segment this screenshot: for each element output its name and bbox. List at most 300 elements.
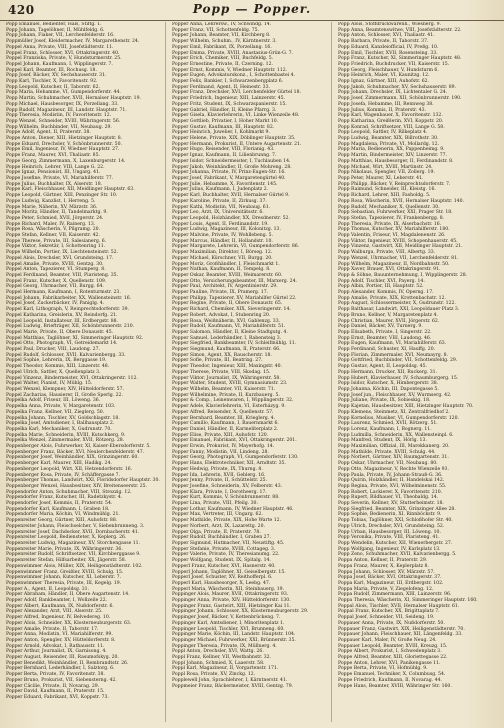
directory-entry: Poppenreiter Rudolf, Schriftsetzer, VII, Kirchberggasse 9. [6, 552, 141, 558]
directory-entry: Poppel Ferdinand, Beamter, VIII, Piaristeng. 35. [6, 272, 119, 278]
directory-entry: Popper Friedrich, Ingenieur, XIII, Lainzerstr. 45. [172, 96, 286, 102]
directory-entry: Popp Bruno, Kellner, V, Margaretenplatz 4. [338, 312, 438, 318]
directory-entry: Popper Hans, Elektrotechniker, XII, Arndtstr. 35. [172, 461, 286, 467]
directory-entry: Poppel Katharina, Greislerin, XV, Reindorfg. 21. [6, 312, 118, 318]
directory-entry: Popp Josef jun., Fleischhauer, XV, Wurmserg. 42. [338, 392, 452, 398]
directory-entry: Poppinger Michael, Fuhrwerker, XXI, Brünnerstr. 35. [172, 637, 296, 643]
directory-entry: Popp Severin, Kellner, XV, Stutterheimstr. 18. [338, 501, 444, 507]
directory-entry: Poppl Franz, Kellner, VII, Westbahnstr. 32. [172, 655, 272, 661]
directory-entry: Poppe Viktor, Sekretär, I, Schottenring 11. [6, 244, 106, 250]
directory-entry: Popp Emanuel, Bedienter, Hals, Stiftg. 1. [6, 22, 102, 27]
directory-entry: Poppe Wilhelm, Portier, IX, Liechtensteinstr. 52. [6, 250, 119, 256]
directory-entry: Poppel Marie, Private, II, Obere Donaustr. 45. [6, 329, 114, 335]
directory-entry: Popper Pauline, Private, IX, Pramerg. 17. [172, 290, 269, 296]
directory-entry: Popper Walter, Student, XVIII, Gymnasiumstr. 23. [172, 381, 288, 387]
directory-entry: Popper Hermann, Prokurist, II, Untere Augartenstr. 21. [172, 141, 302, 147]
directory-entry: Popp Raimund, Schneider, III, Kleistg. 16. [338, 187, 436, 193]
directory-entry: Popper Margarete, Lehrerin, VI, Gumpendorferstr. 86. [172, 244, 300, 250]
directory-entry: Poppauer Leopold, Beamter, XVIII, Kreuzg. 15. [338, 643, 448, 649]
directory-entry: Popp Josef, Zimmermann, XII, Schönbrunnerstr. 190. [338, 96, 462, 102]
directory-entry: Poppe Ignaz, Pensionist, III, Ungarg. 41. [6, 170, 101, 176]
directory-entry: Poppe Heinrich, Lehrer, VIII, Lange G. 22. [6, 164, 105, 170]
directory-entry: Poppel Vinzenz, Bindermeister, XVI, Ottakringerstr. 112. [6, 375, 138, 381]
directory-entry: Popp Alois, Stoffdruckwarenh., Wiesnerg. 9. [338, 22, 441, 27]
directory-entry: Poppl Rosa, Private, XV, Zinckg. 12. [172, 672, 256, 678]
directory-entry: Popp Wenzel, Schneider, XVIII, Währingerstr. 56. [6, 118, 121, 124]
directory-entry: Popper Alexander, Arzt, VIII, Alserstr. 25. [6, 609, 103, 615]
directory-entry: Popp Robert, Lackierer, X, Favoritenstr. 210. [338, 489, 443, 495]
directory-entry: Popper Leopold, Holzhändler, XX, Dresdnerstr. 52. [172, 215, 290, 221]
directory-entry: Poppe Emanuel, Techniker, X, Columbusg. 54. [338, 672, 446, 678]
directory-entry: Poppenberger Alois, Fuhrwerker, XI, Kaiser-Ebersdorferstr. 5. [6, 444, 151, 450]
directory-entry: Popp Norbert, Gärtner, XIV, Baumgartenstr. 31. [338, 455, 449, 461]
directory-entry: Popper Malvine, Private, IV, Wohllebeng. 5. [172, 233, 273, 239]
directory-entry: Popper Rudolf, Buchhändler, I, Graben 27. [172, 535, 271, 541]
directory-entry: Popp Lorenz, Kaufmann, I, Bognerg. 11. [338, 426, 432, 432]
directory-entry: Poppel Anna, Private, VIII, Josefstädterstr. 11. [6, 44, 114, 50]
directory-entry: Popp Ludwig, Beamter, XIX, Billrothstr. 30. [338, 136, 439, 142]
directory-entry: Popper Josef, Fabrikant, V, Margaretengürtel 40. [172, 175, 286, 181]
directory-entry: Popp Nikolaus, Spengler, VII, Zollerg. 19. [338, 170, 435, 176]
directory-entry: Poppa Franz, Maurer, X, Keplerplatz 8. [338, 563, 429, 569]
directory-entry: Popper Bruno, Prokurist, VII, Siebensterng. 42. [6, 677, 117, 683]
directory-entry: Popper Anna, Lehrersw., IV, Schwindg. 14. [172, 22, 272, 27]
directory-entry: Poppe Berta, Private, VI, Hofmühlg. 9. [338, 666, 428, 672]
directory-entry: Poppe Moritz, Händler, II, Tandelmarktg. 9. [6, 210, 108, 216]
directory-entry: Popp Rudolf, Magazineur, III, Landstr. Hauptstr. 71. [6, 107, 127, 113]
directory-entry: Poppal Josef, Schneider, VII, Seideng. 19. [338, 615, 435, 621]
directory-entry: Popp Valentin, Friseur, VI, Magdalenenstr. 26. [338, 233, 446, 239]
directory-entry: Popper Bernhard, Lederhändler, I, Salztorg. 6. [6, 666, 115, 672]
directory-entry: Popper Bernhard, Beamter, III, Krieglerg. 4. [172, 415, 276, 421]
directory-entry: Popp Wilhelm, Buchbinder, VII, Neubaug. 29. [6, 124, 112, 130]
page-header [0, 0, 504, 21]
directory-entry: Popp Paula, Private, IV, Johann-Strauß-G. 36. [338, 472, 443, 478]
directory-entry: Popper Kathi, Modistin, VII, Neubaug. 61. [172, 204, 271, 210]
directory-entry: Popp Albin, Portier, III, Hauptstr. 52. [338, 284, 424, 290]
directory-entry: Poppinger Marie, Köchin, III, Landstr. Hauptstr. 104. [172, 632, 296, 638]
directory-entry: Popp August, Schlossermeister, X, Gudrunstr. 122. [338, 301, 456, 307]
directory-entry: Popp Michael, Hausbesorger, IX, Porzellang. 33. [6, 101, 119, 107]
directory-entry: Popper Leo, Arzt, IX, Universitätsstr. 6. [172, 210, 264, 216]
directory-entry: Popper Erich, Chemiker, VIII, Buchfeldg. 5. [172, 56, 274, 62]
directory-entry: Poppl Johann, Schmied, X, Laaerstr. 58. [172, 660, 265, 666]
directory-entry: Poppe Emil, Ingenieur, IV, Wiedner Hauptstr. 27. [6, 147, 120, 153]
directory-entry: Popper Julius, Kaufmann, I, Judenplatz 2. [172, 187, 269, 193]
directory-entry: Poppinger Leopold, Tischler, XVI, Brunneng. 60. [172, 626, 285, 632]
directory-entry: Poppal Franz, Kutscher, XX, Brigittaplatz 7. [338, 609, 440, 615]
directory-entry: Popper Ernestine, Private, II, Czerning. 12. [172, 61, 273, 67]
directory-entry: Popper Hedwig, Private, IX, Thurng. 8. [172, 466, 263, 472]
directory-entry: Popper Franz, Drechsler, XVI, Lerchenfelder Gürtel 18. [172, 90, 301, 96]
directory-entry: Popper Alfred, Reisender, X, Quellenstr. 57. [172, 409, 274, 415]
directory-entry: Popper Nathan, Kaufmann, II, Tempelg. 8. [172, 267, 271, 273]
directory-entry: Popp Eduard, Kanzleiofficial, IV, Preßg. 10. [338, 44, 439, 50]
directory-entry: Popp Heinrich, Maler, VI, Kaunitzg. 12. [338, 73, 430, 79]
directory-entry: Popper Louis, Agent, II, Ferdinandstr. 19. [172, 221, 269, 227]
directory-entry: Popper Helene, Private, XIX, Döblinger Hauptstr. 35. [172, 136, 296, 142]
directory-entry: Popper Valerie, Private, IV, Theresianumg. 22. [172, 552, 280, 558]
directory-entry: Poppel Franziska, Private, V, Hundsturmerstr. 25. [6, 56, 122, 62]
directory-entry: Popper Gustav, Kaufmann, III, Hauptstr. 82. [172, 124, 275, 130]
directory-entry: Popp Regina, Private, XVI, Wilhelminenstr. 55. [338, 483, 447, 489]
directory-entry: Poppenreiter Ludwig, Magazineur, XV, Storchengasse 11. [6, 540, 141, 546]
directory-entry: Poppe Anton, Diener, XIII, Hietzinger Hauptstr. 8. [6, 136, 123, 142]
directory-entry: Poppel Walter, Pianist, IV, Mühlg. 15. [6, 381, 93, 387]
directory-entry: Popp Theresia, Private, IX, Alserbachstr. 16. [338, 221, 442, 227]
directory-entry: Popp Eugen, Kaufmann, VI, Mariahilferstr. 63. [338, 341, 447, 347]
directory-entry: Popper Sofie, Private, III, Beatrixg. 27. [172, 358, 263, 364]
directory-entry: Popper Wilhelm, Schuhm., IV, Kärntnerstr. 3. [172, 39, 277, 45]
directory-entry: Poppe Josefine, Private, VI, Mariahilferstr. 77. [6, 175, 114, 181]
directory-entry: Poppel Leopold, Installateur, III, Erdbergstr. 88. [6, 318, 119, 324]
directory-entry: Poppauer Karl, Maler, IV, Große Neug. 24. [338, 637, 437, 643]
directory-entry: Popp Juliane, Private, IX, Sobieskig. 18. [338, 398, 431, 404]
directory-entry: Popp Barbara, Private, II, Taborstr. 37. [338, 39, 429, 45]
directory-entry: Popper Samuel, Lederhändler, I, Rabensteig 3. [172, 335, 282, 341]
directory-entry: Poppenreiter Leopold, Bediensteter, X, Keplerg. 26. [6, 535, 127, 541]
directory-entry: Poppe Peter, Schmied, XVII, Jörgerstr. 24. [6, 215, 104, 221]
directory-entry: Poppel Karl, Lithograph, V, Reinprechtsdorferstr. 39. [6, 307, 130, 313]
directory-entry: Poppenreiter Stefan, Hilfsarbeiter, XX, Jägerstr. 58. [6, 558, 127, 564]
directory-entry: Popper Michael, Kürschner, VII, Burgg. 20. [172, 255, 273, 261]
directory-entry: Poppinger Theresia, Private, IX, Müllnerg. 4. [172, 643, 277, 649]
directory-entry: Popp Leopold, Kutscher, II, Taborstr. 62. [6, 84, 100, 90]
directory-entry: Popper Robert, Advokat, I, Stubenring 20. [172, 312, 271, 318]
directory-entry: Poppel Rudolf, Schlosser, XVII, Kalvarienbergg. 33. [6, 352, 126, 358]
directory-entry: Popper Richard, Chemiker, XIX, Sieveringerstr. 14. [172, 307, 291, 313]
directory-entry: Poppel Amalie, Private, XVIII, Gentzg. 30. [6, 261, 104, 267]
directory-entry: Poppe Albert, Prokurist, I, Schwedenplatz 3. [338, 649, 442, 655]
directory-entry: Popper Ferdinand, Agent, II, Heinestr. 33. [172, 84, 270, 90]
directory-entry: Popper Maximilian, Direktor, I, Börseg. 12. [172, 250, 273, 256]
directory-entry: Popper Salomon, Händler, II, Kleine Stadtgutg. 4. [172, 329, 288, 335]
directory-entry: Popp Anna, Beamtenswitwe, VIII, Josefstädterstr. 22. [338, 27, 462, 33]
directory-entry: Poppe Eduard, Drechsler, V, Schönbrunnerstr. 50. [6, 141, 122, 147]
directory-entry: Poppe Adolf, Agent, II, Praterstr. 38. [6, 130, 91, 136]
directory-entry: Popper & Comp., Leinenwaren, I, Wipplingerstr. 32. [172, 398, 294, 404]
directory-entry: Poppel Ulrich, Sattler, X, Quellenplatz 3. [6, 369, 101, 375]
directory-entry: Popperl Karl, Hausbesorger, X, Leebg. 47. [172, 580, 271, 586]
directory-entry: Poppe Hans, Beamter, XVIII, Währinger Str. 160. [338, 683, 452, 689]
directory-entry: Popper Johanna, Private, IV, Prinz-Eugen-Str. 16. [172, 170, 286, 176]
directory-entry: Popp Siegfried, Beamter, XIX, Grinzinger Allee 28. [338, 506, 456, 512]
directory-entry: Poppenwimmer Johann, Kutscher, XI, Leberstr. 7. [6, 575, 122, 581]
directory-entry: Poppelka Karl, Mechaniker, X, Gudrunstr. 70. [6, 426, 112, 432]
directory-entry: Poppel Franz, Schlosser, XVI, Ottakringerstr. 40. [6, 50, 120, 56]
directory-entry: Popp Julius, Kommis, II, Praterstr. 43. [338, 107, 426, 113]
directory-entry: Poppel Theodor, Kommis, XIII, Linzerstr. 48. [6, 364, 110, 370]
directory-entry: Poppel Anton, Tapezierer, VI, Stumperg. 8. [6, 267, 106, 273]
directory-entry: Popp Adolf, Tischler, XVI, Payerg. 14. [338, 278, 425, 284]
directory-entry: Poppel Ludwig, Briefträger, XII, Schönbrunnerstr. 210. [6, 324, 135, 330]
directory-entry: Poppelka Marie, Schneiderin, XVIII, Kutschkerg. 9. [6, 432, 126, 438]
directory-entry: Popper Olga, Private, II, Praterstr. 78. [172, 529, 261, 535]
directory-entry: Popper Karl, Buchhalter, XVII, Hernalser Gürtel 9. [172, 193, 290, 199]
directory-entry: Popper Abraham, Händler, II, Obere Augartenstr. 14. [6, 592, 130, 598]
directory-entry: Popp Rosa, Wäscherin, XVII, Hernalser Hauptstr. 140. [338, 198, 464, 204]
directory-entry: Popper Max, Vertreter, III, Ungarg. 62. [172, 512, 263, 518]
directory-entry: Poppelka Wenzel, Zimmermaler, XVII, Rötzerg. 28. [6, 438, 125, 444]
directory-entry: Popper Julie, Hebamme, X, Favoritenstr. 145. [172, 181, 278, 187]
directory-entry: Poppe Therese, Private, III, Salesianerg. 6. [6, 238, 107, 244]
directory-entry: Poppenreiter Marie, Private, IX, Währingerstr. 36. [6, 546, 123, 552]
directory-entry: Popp Hermann, Drucker, XII, Ruckerg. 31. [338, 369, 438, 375]
directory-entry: Poppel Matthias, Taglöhner, XI, Simmeringer Hauptstr. 92. [6, 335, 144, 341]
directory-entry: Popp Johanna, Köchin, III, Dapontegasse 5. [338, 387, 439, 392]
directory-entry: Popp Ernst, Beamter, VIII, Laudong. 46. [338, 335, 432, 341]
directory-entry: Popp Viktor, Ingenieur, XVIII, Schopenhauerstr. 45. [338, 238, 458, 244]
directory-entry: Poppenberger Franz, Bäcker, XVI, Neulerchenfelderstr. 47. [6, 449, 145, 455]
directory-entry: Poppal Alois, Tischler, XVII, Hernalser Hauptstr. 61. [338, 603, 460, 609]
directory-entry: Popper Felix, Bankier, I, Schwarzenbergplatz 6. [172, 79, 284, 85]
directory-entry: Popper A., Agent, II, Leopoldsg. 31. [6, 586, 90, 592]
directory-entry: Poppe Anton, Lehrer, XVI, Panikengasse 11. [338, 660, 441, 666]
directory-entry: Popp Michael, Wirt, XVIII, Martinstr. 24. [338, 164, 433, 170]
directory-entry: Popp Isidor, Kutscher, X, Himbergerstr. 38. [338, 381, 439, 387]
directory-entry: Popper Marcus, Händler, II, Hollandstr. 10. [172, 238, 273, 244]
directory-entry: Popper Rudolf, Kaufmann, VI, Mariahilferstr. 51. [172, 324, 286, 330]
directory-entry: Poppmüller Josef, Kleidermacher, IV, Margarethenstr. 24. [6, 39, 140, 45]
directory-entry: Popp Johann, Fiaker, VII, Lerchenfelderstr. 16. [6, 33, 115, 39]
directory-column-middle [172, 22, 332, 722]
directory-entry: Poppel Georg, Uhrmacher, VII, Burgg. 64. [6, 284, 104, 290]
directory-entry: Popp Georg, Fleischhauer, V, Hundsturm 6. [338, 67, 439, 73]
directory-entry: Poppelka Adolf, Friseur, III, Löweng. 36. [6, 398, 101, 404]
directory-entry: Popp Katharina, Greißlerin, XVI, Koppstr. 20. [338, 118, 444, 124]
directory-entry: Popp Sophie, Bedienerin, XI, Rinnböckstr. 9. [338, 512, 442, 518]
directory-entry: Popper Jenny, Private, II, Schüttelstr. 25. [172, 478, 268, 484]
directory-entry: Popp Kajetan, Hausbesitzer, XIII, Hietzinger Hauptstr. 70. [338, 404, 474, 410]
directory-entry: Poppendorfer Franz, Kutscher, III, Radetzkystr. 4. [6, 495, 123, 501]
directory-entry: Popper Adele, Klavierlehrerin, VI, Esterházyg. 9. [172, 404, 286, 410]
directory-entry: Poppel Karl, Beamter, III, Rochusg. 18. [6, 67, 97, 73]
directory-entry: Poppel Wenzel, Klempner, XIV, Hütteldorferstr. 57. [6, 387, 124, 392]
directory-entry: Popper Georg, Photograph, VI, Gumpendorferstr. 130. [172, 455, 299, 461]
directory-entry: Popp Magdalena, Private, VI, Mollardg. 12. [338, 141, 439, 147]
directory-entry: Popp Laurenz, Schmied, XVII, Rötzerg. 51. [338, 421, 438, 427]
directory-entry: Poppe Karl, Fleischhauer, XII, Meidlinger Hauptstr. 63. [6, 187, 135, 193]
directory-entry: Popp Konrad, Schriftsetzer, VIII, Lange G. 58. [338, 124, 445, 130]
page-number: 420 [8, 3, 35, 17]
directory-entry: Popp Johann, Drechsler, IX, Lichtentaler G. 24. [338, 90, 448, 96]
directory-entry: Popper Lothar, Kaufmann, IV, Wiedner Hauptstr. 46. [172, 506, 294, 512]
directory-entry: Popper Wilhelmine, Private, II, Kurzbauerg. 5. [172, 392, 280, 398]
directory-entry: Poppenreiter Johann, Fleischselcher, V, Siebenbrunneng. 3. [6, 523, 145, 529]
directory-entry: Poppelka Anna, Private, V, Margaretenstr. 103. [6, 404, 116, 410]
directory-entry: Popper Theodor, Ingenieur, XIII, Maxingstr. 40. [172, 364, 283, 370]
directory-entry: Poppenwimmer Franz, Greißler, XVIII, Schulg. 15. [6, 569, 124, 575]
directory-entry: Popper Hugo, Reisender, VIII, Florianig. 43. [172, 147, 275, 153]
directory-entry: Poppel Paul, Drucker, VIII, Laudong. 27. [6, 347, 100, 353]
directory-entry: Popper Eugen, Advokaturskonz., I, Schottenbastei 4. [172, 73, 296, 79]
directory-entry: Popp Wendelin, Kutscher, XII, Wienerbergstr. 27. [338, 540, 453, 546]
directory-entry: Popper Wolfgang, Student, IX, Spitalg. 14. [172, 558, 271, 564]
directory-entry: Popp Wilhelm, Magazineur, II, Nordbahnstr. 50. [338, 261, 450, 267]
directory-entry: Popper Therese, Private, VIII, Skodag. 15. [172, 369, 271, 375]
directory-entry: Popper Oskar, Beamter, XVIII, Weimarerstr. 60. [172, 272, 283, 278]
directory-entry: Popper Camillo, Kaufmann, I, Bauernmarkt 6. [172, 421, 279, 427]
directory-entry: Poppel Sophie, Lehrerin, IX, Berggasse 19. [6, 358, 107, 364]
directory-entry: Poppenberger Thomas, Landwirt, XXI, Floridsdorfer Hauptstr. 30. [6, 478, 160, 484]
directory-entry: Popp Theresia, Modistin, IV, Favoritenstr. 12. [6, 113, 112, 119]
directory-entry: Popp Gottfried, Buchbinder, VII, Schottenfeldg. 29. [338, 358, 458, 364]
directory-entry: Popp Vinzenz, Gastwirt, XII, Meidlinger Hauptstr. 21. [338, 244, 463, 250]
directory-entry: Poppe Alfred, Beamter, XIII, Gloriettegasse 22. [338, 655, 448, 661]
directory-entry: Poppa Josef, Bäcker, XVI, Ottakringerstr. 37. [338, 575, 442, 581]
directory-entry: Popp Josef, Bäcker, XV, Sechshauserstr. 31. [6, 73, 107, 79]
directory-entry: Poppl Karl, Magazineur, II, Vorgartenstr. 171. [172, 666, 279, 672]
directory-entry: Popp Karl, Wagenbauer, X, Favoritenstr. 132. [338, 113, 443, 119]
directory-entry: Poppenwimmer Alois, Müller, XIX, Heiligenstädterstr. 102. [6, 563, 143, 569]
directory-entry: Poppinger Franz, Gastwirt, XIII, Hietzinger Kai 11. [172, 603, 291, 609]
directory-entry: Poppelka Johann, Tischler, XV, Goldschlagstr. 18. [6, 415, 120, 421]
directory-entry: Popp Maria, Bedienerin, XX, Pappenheimg. 9. [338, 147, 445, 153]
directory-entry: Popp Tobias, Taglöhner, XXI, Schloßhofer Str. 40. [338, 518, 453, 524]
directory-entry: Popper Anna, Modistin, VI, Mariahilferstr. 99. [6, 632, 113, 638]
directory-entry: Popper Klara, Private, I, Dorotheerg. 17. [172, 489, 267, 495]
directory-entry: Popp Stefan, Tapezierer, IV, Frankenbergg. 8. [338, 215, 445, 221]
directory-entry: Popp Urban, Hausbesorger, III, Löweng. 10. [338, 529, 441, 535]
directory-entry: Poppa Maria, Private, V, Ziegelofeng. 12. [338, 586, 434, 592]
directory-entry: Popp Amalie, Private, XIX, Krottenbachstr. 12. [338, 295, 446, 301]
directory-entry: Popper Fritz, Student, IX, Schwarzspanierstr. 15. [172, 101, 287, 107]
directory-entry: Popper Adolf, Bankbeamter, I, Wollzeile 22. [6, 598, 108, 604]
directory-entry: Popper Erwin, Prokurist, IV, Mayerhofg. 14. [172, 444, 275, 450]
directory-entry: Popper Arnold, Advokat, I, Rathausstr. 11. [6, 643, 105, 649]
directory-entry: Popp Rudolf, Mechaniker, X, Quellenstr. 30. [338, 204, 440, 210]
directory-entry: Popper Anton, Spengler, XV, Hütteldorferstr. 8. [6, 637, 116, 643]
directory-entry: Popper August, Reisender, III, Rasumofskyg. 20. [6, 655, 119, 661]
directory-entry: Poppinger Karl, Amtsdiener, I, Minoritenplatz 1. [172, 620, 285, 626]
directory-entry: Poppel Josef, Zuckerbäcker, IV, Paniglg. 4. [6, 301, 105, 307]
directory-entry: Popp Thomas, Kutscher, XV, Mariahilferstr. 180. [338, 227, 450, 233]
directory-entry: Popper Cäcilie, Private, II, Novarag. 29. [6, 683, 100, 689]
directory-entry: Popp Rupert, Bildhauer, VI, Theobaldg. 14. [338, 495, 439, 501]
directory-entry: Popper Norbert, Arzt, IX, Lazarettg. 20. [172, 523, 265, 529]
directory-entry: Popp Philipp, Bäcker, V, Reinprechtsdorferstr. 7. [338, 181, 451, 187]
directory-entry: Popper Isidor, Schneidermeister, I, Tuchlauben 14. [172, 158, 291, 164]
directory-entry: Popper Amalie, Private, II, Taborstr. 17. [6, 626, 99, 632]
directory-entry: Popper Ludwig, Magazineur, III, Kolonitzg. 13. [172, 227, 281, 233]
directory-entry: Poppel Hermann, Kaufmann, I, Rotenturmstr. 23. [6, 290, 121, 296]
directory-entry: Popp Jakob, Schuhmacher, XV, Sechshauserstr. 89. [338, 84, 457, 90]
directory-entry: Popp Walburga, Private, VIII, Albertg. 33. [338, 250, 436, 256]
directory-entry: Popp Wolfgang, Ingenieur, IV, Karlsplatz 13. [338, 546, 441, 552]
directory-entry: Popp Ludmilla, Schneiderin, XX, Wallensteinpl. 6. [338, 432, 454, 438]
directory-entry: Popper Siegmund, Kaufmann, II, Praterstr. 66. [172, 347, 281, 353]
directory-entry: Poppe Friedrich, Kaufmann, II, Novarag. 44. [338, 677, 442, 683]
directory-entry: Poppe Rosa, Wäscherin, V, Pilgramg. 20. [6, 227, 101, 233]
directory-entry: Poppmeier Franz, Bäckermeister, XVIII, Gentzg. 79. [172, 683, 294, 689]
directory-entry: Popper Sigmund, Hutmacher, VII, Neustiftg. 45. [172, 540, 285, 546]
directory-entry: Popp Richard, Lehrer, XIII, Fasholdg. 5. [338, 193, 431, 199]
directory-entry: Popper Karoline, Private, II, Zirkusg. 37. [172, 198, 267, 204]
directory-entry: Poppel Alois, Drechsler, XVI, Grundsteing. 17. [6, 255, 114, 261]
directory-entry: Popp Christian, Maurer, XVII, Jörgerstr. 62. [338, 318, 440, 324]
directory-entry: Poppenberger Rosa, Private, IV, Schäffergasse 7. [6, 472, 121, 478]
directory-entry: Popper Heinrich, Juwelier, I, Kohlmarkt 9. [172, 130, 270, 136]
directory-entry: Popp Sebastian, Fuhrwerker, XXI, Prager Str. 18. [338, 210, 453, 216]
directory-entry: Poppenberger Leopold, Wirt, XII, Hetzendorferstr. 16. [6, 466, 133, 472]
directory-entry: Popp Josefa, Hebamme, III, Rennweg 38. [338, 101, 434, 107]
directory-entry: Poppenreiter Georg, Gärtner, XIII, Auhofstr. 88. [6, 518, 118, 524]
directory-entry: Popper Simon, Agent, XX, Rauscherstr. 18. [172, 352, 272, 358]
directory-entry: Poppauer Franz, Gastwirt, XIX, Heiligenstädterstr. 70. [338, 626, 465, 632]
directory-entry: Poppauer Johann, Fleischhauer, XII, Längenfeldg. 33. [338, 632, 463, 638]
directory-entry: Poppel Franz, Kutscher, X, Quellenstr. 109. [6, 278, 107, 284]
directory-entry: Popper Philipp, Tapezierer, XV, Mariahilfer Gürtel 22. [172, 295, 297, 301]
directory-entry: Poppenberger Karl, Maurer, XIII, Hadikg. 24. [6, 461, 112, 467]
directory-entry: Popper Emil, Fabrikant, IX, Porzellang. 16. [172, 44, 272, 50]
directory-entry: Popplewell John, Sprachlehrer, I, Kärntnerstr. 41. [172, 677, 288, 683]
directory-entry: Popp Leopold, Sattler, IV, Rilkeplatz 4. [338, 130, 428, 136]
directory-entry: Popp Friedrich, Buchdrucker, VII, Kaiserstr. 15. [338, 61, 450, 67]
directory-entry: Poppa Karl, Magazineur, III, Erdbergstr. 102. [338, 580, 444, 586]
directory-entry: Popper Gabriel, Händler, II, Kleine Pfarrg. 3. [172, 107, 277, 113]
directory-entry: Poppenberger Josef, Weinhändler, XIX, Grinzingerstr. 60. [6, 455, 139, 461]
directory-entry: Popper Elise, Private, XIII, Auhofstr. 120. [172, 432, 269, 438]
directory-entry: Poppinger Josef, Bäcker, V, Kettenbrückeng. 7. [172, 615, 281, 621]
directory-entry: Popper Arthur, Journalist, IX, Garnisong. 4. [6, 649, 107, 655]
directory-entry: Poppenreiter Josef, Dachdecker, XVII, Dornbacherstr. 41. [6, 529, 140, 535]
directory-entry: Popper Kurt, Kommis, V, Schönbrunnerstr. 88. [172, 495, 280, 501]
directory-entry: Poppendorfer Maria, Köchin, VI, Windmühlg. 21. [6, 512, 120, 518]
directory-entry: Popp Elisabeth, Private, I, Singerstr. 22. [338, 329, 432, 335]
directory-entry: Popperl Maria, Wäscherin, XII, Steinbauerg. 19. [172, 586, 285, 592]
directory-entry: Poppendorfer Anton, Schuhmacher, VIII, Strozzig. 12. [6, 489, 132, 495]
directory-columns [6, 22, 498, 722]
running-head: Popp — Popper. [192, 2, 312, 16]
directory-entry: Popper Stefanie, Private, XVIII, Cottageg. 3. [172, 546, 276, 552]
directory-entry: Popp Daniel, Bäcker, XV, Turnerg. 9. [338, 324, 423, 330]
directory-entry: Popp Alexander, Kommis, IV, Operng. 17. [338, 290, 434, 296]
directory-entry: Popper Daniel, Händler, II, Karmeliterplatz 2. [172, 426, 279, 432]
directory-entry: Popp Peter, Maurer, XI, Leberstr. 41. [338, 175, 424, 181]
directory-entry: Popp Florian, Zimmermaler, XVI, Neumayrg. 8. [338, 352, 449, 358]
directory-entry: Popper Emanuel, Fabrikant, XVI, Ottakringerstr. 201. [172, 438, 297, 444]
directory-entry: Popp Kornelius, Musiker, VI, Gumpendorferstr. 120. [338, 415, 459, 421]
directory-entry: Popper Eduard, Fabrikant, XVI, Koppstr. 73. [6, 694, 109, 700]
directory-entry: Poppa Theresia, Wäscherin, XI, Simmeringer Hauptstr. 160. [338, 598, 478, 604]
directory-entry: Poppendorfer Josef, Kommis, II, Praterstr. 54. [6, 501, 113, 507]
directory-entry: Popp Manfred, Student, IX, Hörlg. 13. [338, 438, 427, 444]
directory-entry: Poppe Marie, Näherin, XV, Märzstr. 36. [6, 204, 98, 210]
directory-entry: Poppenwimmer Theresia, Private, III, Kegelg. 19. [6, 580, 122, 586]
directory-entry: Popp Matthias, Hausbesorger, II, Ferdinandstr. 8. [338, 158, 454, 164]
directory-entry: Poppauer Anna, Private, IX, Nußdorferstr. 50. [338, 620, 445, 626]
directory-entry: Popper Berta, Private, IV, Favoritenstr. 38. [6, 672, 105, 678]
directory-entry: Popp Oskar, Uhrmacher, VII, Neubaug. 80. [338, 461, 438, 467]
directory-entry: Popp Johann, Tagelöhner, II, Mühlfeldg. 6. [6, 27, 105, 33]
directory-entry: Popp Maria, Hebamme, VI, Gumpendorferstr. 44. [6, 90, 121, 96]
directory-entry: Popp Zeno, Schuhmacher, XVII, Kalvarienbergg. 5. [338, 552, 457, 558]
directory-entry: Poppel Johann, Fabrikarbeiter, XX, Wallensteinstr. 16. [6, 295, 132, 301]
directory-entry: Popper Josefine, Schneiderin, XV, Felberstr. 43. [172, 483, 283, 489]
directory-entry: Popp Ulrich, Drechsler, XVI, Grundsteing. 52. [338, 523, 445, 529]
directory-entry: Poppe Richard, Maler, IV, Rainerg. 13. [6, 221, 96, 227]
directory-entry: Popp Franz, Kutscher, XI, Simmeringer Hauptstr. 48. [338, 56, 462, 62]
directory-entry: Popper Regine, Private, II, Obere Donaustr. 65. [172, 301, 283, 307]
directory-entry: Popper David, Kaufmann, II, Praterstr. 15. [6, 689, 105, 695]
directory-entry: Popper Ida, Lehrerin, XVII, Geblerg. 16. [172, 472, 266, 478]
directory-entry: Poppe Georg, Zimmermann, X, Laxenburgerstr. 14. [6, 158, 126, 164]
directory-entry: Poppinger Johann, Schlosser, XX, Klosterneuburgerstr. 29. [172, 609, 309, 615]
directory-entry: Poppelka Josef, Amtsdiener, I, Ballhausplatz 2. [6, 421, 115, 427]
directory-entry: Popp Martin, Bindermeister, XIV, Linzerstr. 77. [338, 153, 448, 159]
directory-entry: Popp & Söhne, Bauunternehmung, I, Wipplingerstr. 28. [338, 272, 468, 278]
directory-entry: Popper Paul, Architekt, IV, Argentinierstr. 29. [172, 284, 278, 290]
